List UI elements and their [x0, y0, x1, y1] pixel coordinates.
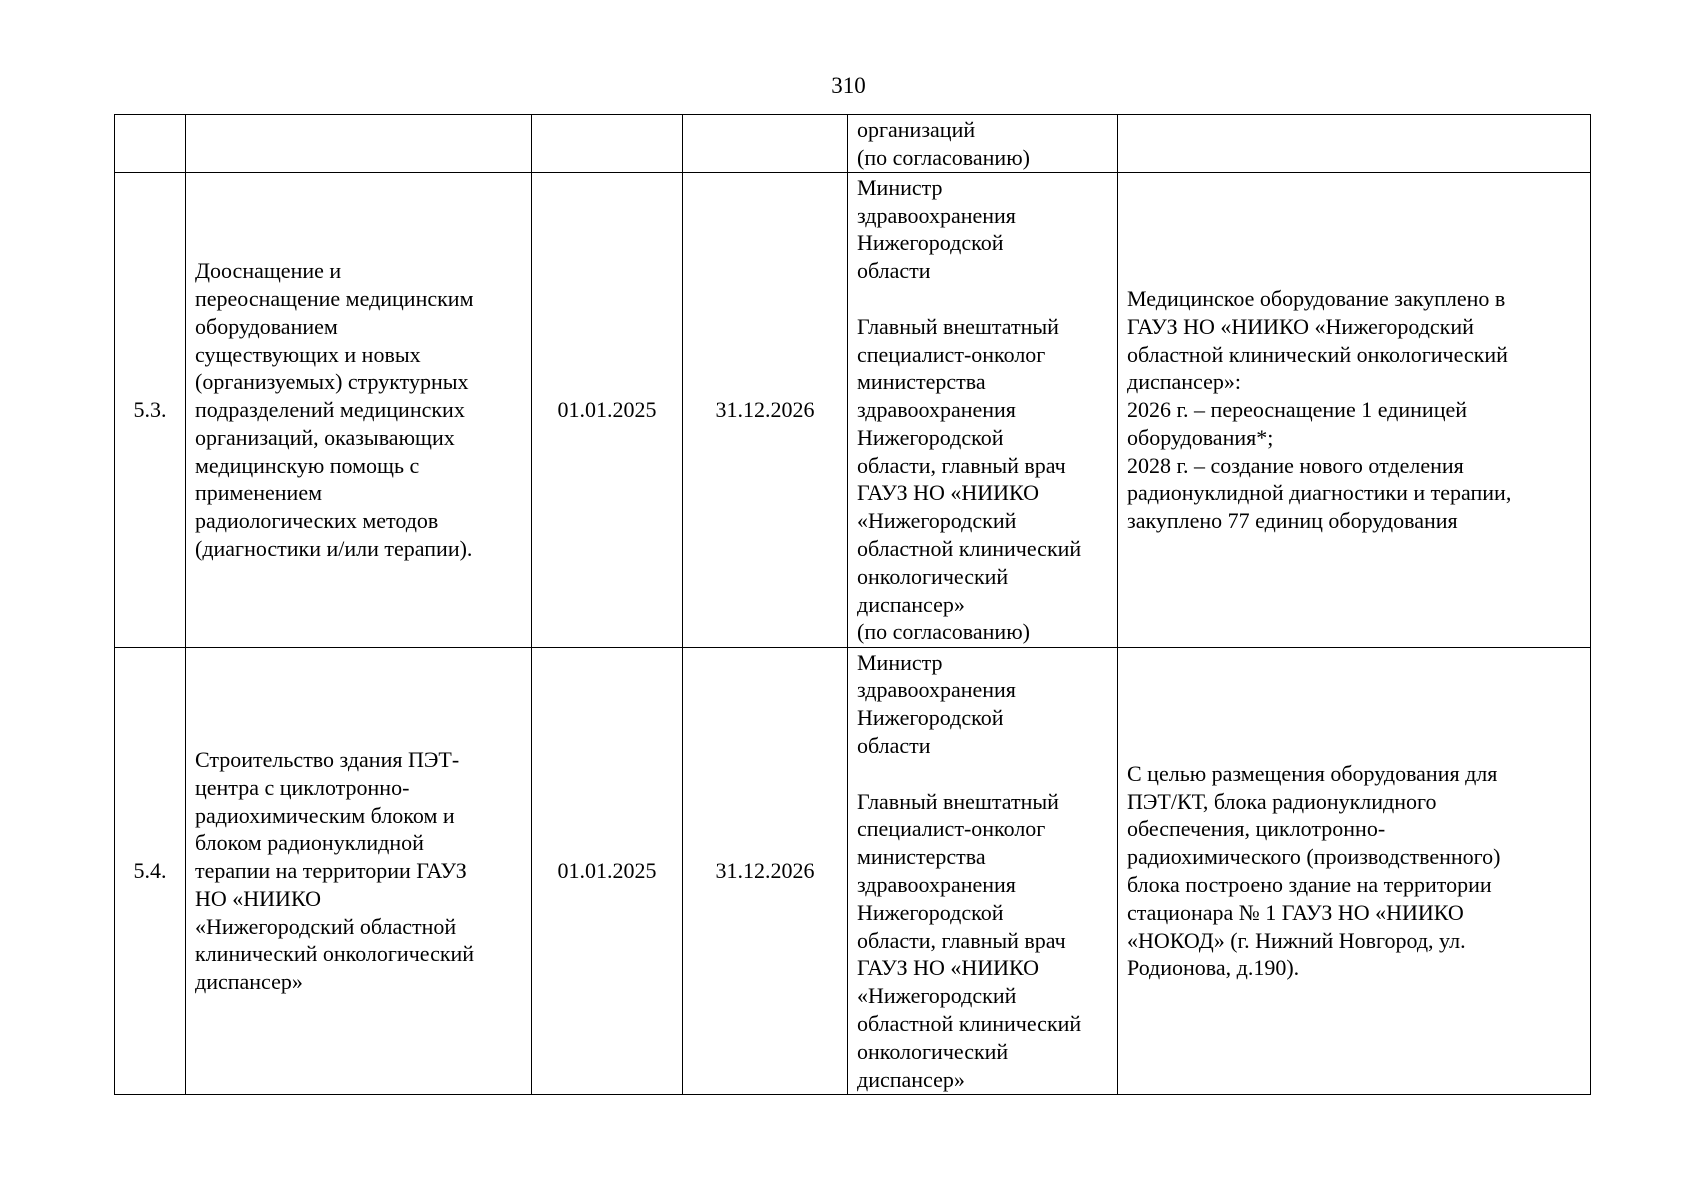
start-date-cell: 01.01.2025: [532, 173, 683, 648]
start-date-cell: [532, 115, 683, 173]
activity-cell: Дооснащение и переоснащение медицинским оборудованием существующих и новых (организуемых) структурных подразделений медицинских организаций, оказывающих медицинскую помощь с применением радиологических методов (диагностики и/или терапии).: [186, 173, 532, 648]
page-number: 310: [831, 73, 866, 98]
row-number-cell: 5.4.: [115, 648, 186, 1095]
responsible-cell: Министр здравоохранения Нижегородской области Главный внештатный специалист-онколог министерства здравоохранения Нижегородской области, главный врач ГАУЗ НО «НИИКО «Нижегородский областной клинический онкологический диспансер» (по согласованию): [848, 173, 1118, 648]
responsible-cell: организаций (по согласованию): [848, 115, 1118, 173]
table-row-continuation: [115, 115, 1591, 173]
activity-cell: Строительство здания ПЭТ- центра с циклотронно- радиохимическим блоком и блоком радионуклидной терапии на территории ГАУЗ НО «НИИКО «Нижегородский областной клинический онкологический диспансер»: [186, 648, 532, 1095]
end-date-cell: [683, 115, 848, 173]
activity-cell: [186, 115, 532, 173]
result-cell: [1118, 115, 1591, 173]
table-row-5-4: [115, 648, 1591, 1095]
result-cell: С целью размещения оборудования для ПЭТ/КТ, блока радионуклидного обеспечения, циклотронно- радиохимического (производственного) блока построено здание на территории стационара № 1 ГАУЗ НО «НИИКО «НОКОД» (г. Нижний Новгород, ул. Родионова, д.190).: [1118, 648, 1591, 1095]
table-row-5-3: [115, 173, 1591, 648]
measures-table: [114, 114, 1591, 1095]
responsible-cell: Министр здравоохранения Нижегородской области Главный внештатный специалист-онколог министерства здравоохранения Нижегородской области, главный врач ГАУЗ НО «НИИКО «Нижегородский областной клинический онкологический диспансер»: [848, 648, 1118, 1095]
row-number-cell: [115, 115, 186, 173]
result-cell: Медицинское оборудование закуплено в ГАУЗ НО «НИИКО «Нижегородский областной клинический онкологический диспансер»: 2026 г. – переоснащение 1 единицей оборудования*; 2028 г. – создание нового отделения радионуклидной диагностики и терапии, закуплено 77 единиц оборудования: [1118, 173, 1591, 648]
end-date-cell: 31.12.2026: [683, 648, 848, 1095]
end-date-cell: 31.12.2026: [683, 173, 848, 648]
row-number-cell: 5.3.: [115, 173, 186, 648]
start-date-cell: 01.01.2025: [532, 648, 683, 1095]
